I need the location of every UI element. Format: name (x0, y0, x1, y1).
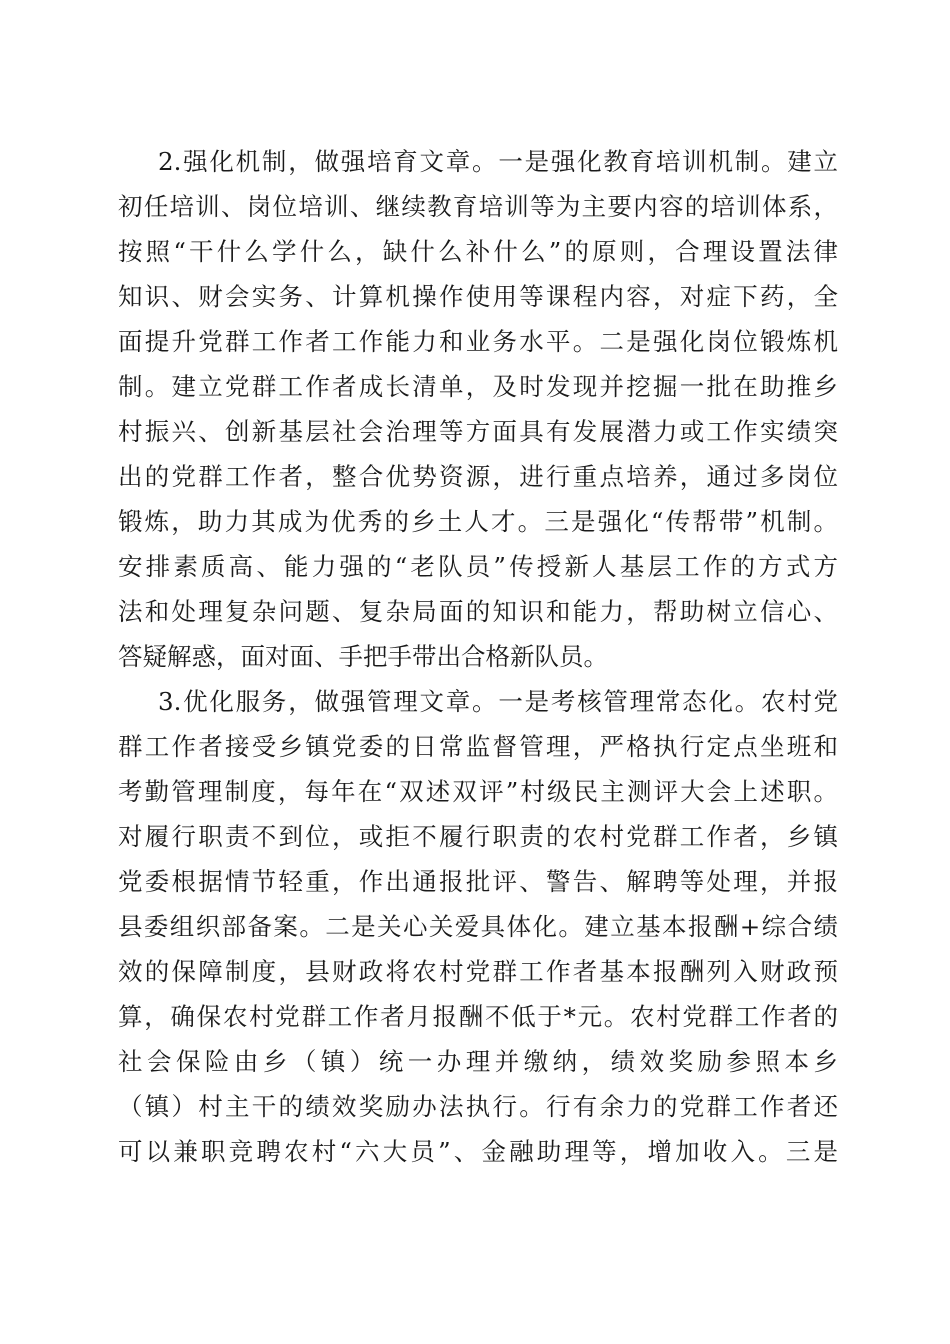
paragraph-2-line-7: 效的保障制度，县财政将农村党群工作者基本报酬列入财政预 (118, 957, 838, 986)
paragraph-2-line-1: 3.优化服务，做强管理文章。一是考核管理常态化。农村党 (158, 687, 838, 716)
paragraph-2-line-2: 群工作者接受乡镇党委的日常监督管理，严格执行定点坐班和 (118, 732, 838, 761)
paragraph-1-line-12: 答疑解惑，面对面、手把手带出合格新队员。 (118, 642, 608, 671)
paragraph-1-line-6: 制。建立党群工作者成长清单，及时发现并挖掘一批在助推乡 (118, 372, 838, 401)
paragraph-1-line-3: 按照“干什么学什么，缺什么补什么”的原则，合理设置法律 (118, 237, 838, 266)
paragraph-1-line-2: 初任培训、岗位培训、继续教育培训等为主要内容的培训体系， (118, 192, 838, 221)
paragraph-2-line-11: 可以兼职竞聘农村“六大员”、金融助理等，增加收入。三是 (118, 1137, 838, 1166)
paragraph-1-line-10: 安排素质高、能力强的“老队员”传授新人基层工作的方式方 (118, 552, 838, 581)
paragraph-1-line-8: 出的党群工作者，整合优势资源，进行重点培养，通过多岗位 (118, 462, 838, 491)
paragraph-1-line-9: 锻炼，助力其成为优秀的乡土人才。三是强化“传帮带”机制。 (118, 507, 838, 536)
paragraph-2-line-3: 考勤管理制度，每年在“双述双评”村级民主测评大会上述职。 (118, 777, 838, 806)
paragraph-2-line-5: 党委根据情节轻重，作出通报批评、警告、解聘等处理，并报 (118, 867, 838, 896)
paragraph-2-line-8: 算，确保农村党群工作者月报酬不低于*元。农村党群工作者的 (118, 1002, 838, 1031)
paragraph-2-line-10: （镇）村主干的绩效奖励办法执行。行有余力的党群工作者还 (118, 1092, 838, 1121)
paragraph-1-line-1: 2.强化机制，做强培育文章。一是强化教育培训机制。建立 (158, 147, 838, 176)
paragraph-2-line-6: 县委组织部备案。二是关心关爱具体化。建立基本报酬+综合绩 (118, 912, 838, 941)
paragraph-1-line-7: 村振兴、创新基层社会治理等方面具有发展潜力或工作实绩突 (118, 417, 838, 446)
paragraph-1-line-4: 知识、财会实务、计算机操作使用等课程内容，对症下药，全 (118, 282, 838, 311)
paragraph-1-line-5: 面提升党群工作者工作能力和业务水平。二是强化岗位锻炼机 (118, 327, 838, 356)
paragraph-1-line-11: 法和处理复杂问题、复杂局面的知识和能力，帮助树立信心、 (118, 597, 838, 626)
paragraph-2-line-9: 社会保险由乡（镇）统一办理并缴纳，绩效奖励参照本乡 (118, 1047, 838, 1076)
paragraph-2-line-4: 对履行职责不到位，或拒不履行职责的农村党群工作者，乡镇 (118, 822, 838, 851)
